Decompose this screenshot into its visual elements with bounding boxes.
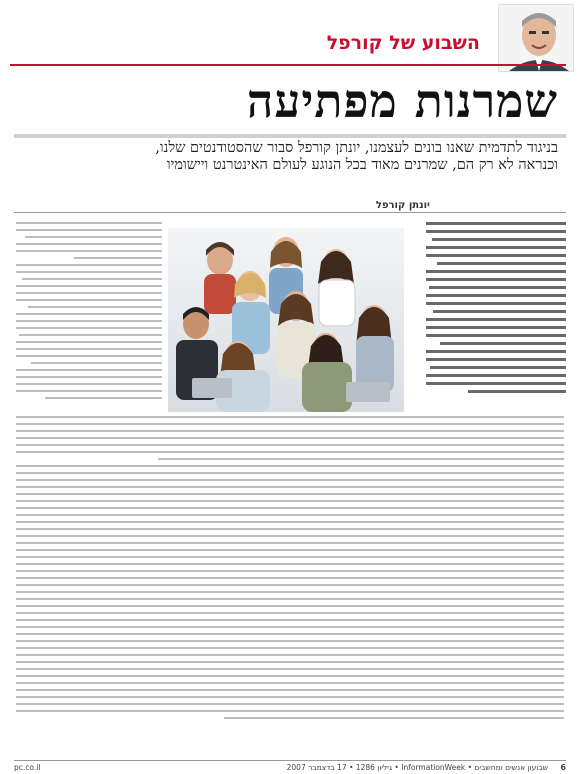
footer-rule <box>14 760 566 761</box>
column-title: השבוע של קורפל <box>326 32 480 54</box>
page-number: 6 <box>560 763 566 772</box>
article-body-text <box>16 416 564 724</box>
author-photo <box>498 4 574 72</box>
students-group-photo <box>168 228 404 412</box>
site-url: pc.co.il <box>14 763 41 772</box>
page-footer <box>14 763 566 773</box>
article-headline: שמרנות מפתיעה <box>246 74 558 128</box>
issue-info: שבועון אנשים ומחשבים • InformationWeek • גיליון 1286 • 17 בדצמבר 2007 <box>286 763 548 772</box>
header-rule <box>10 64 566 66</box>
article-subheadline: בניגוד לתדמית שאנו בונים לעצמנו, יונתן קורפל סבור שהסטודנטים שלנו, וכנראה לא רק הם, שמרנים מאוד בכל הנוגע לעולם האינטרנט ויישומיו <box>155 140 558 173</box>
headline-rule <box>14 134 566 138</box>
article-byline: יונתן קורפל <box>375 200 430 211</box>
byline-rule <box>14 212 566 213</box>
left-text-column <box>16 222 162 404</box>
intro-text-block <box>426 222 566 398</box>
